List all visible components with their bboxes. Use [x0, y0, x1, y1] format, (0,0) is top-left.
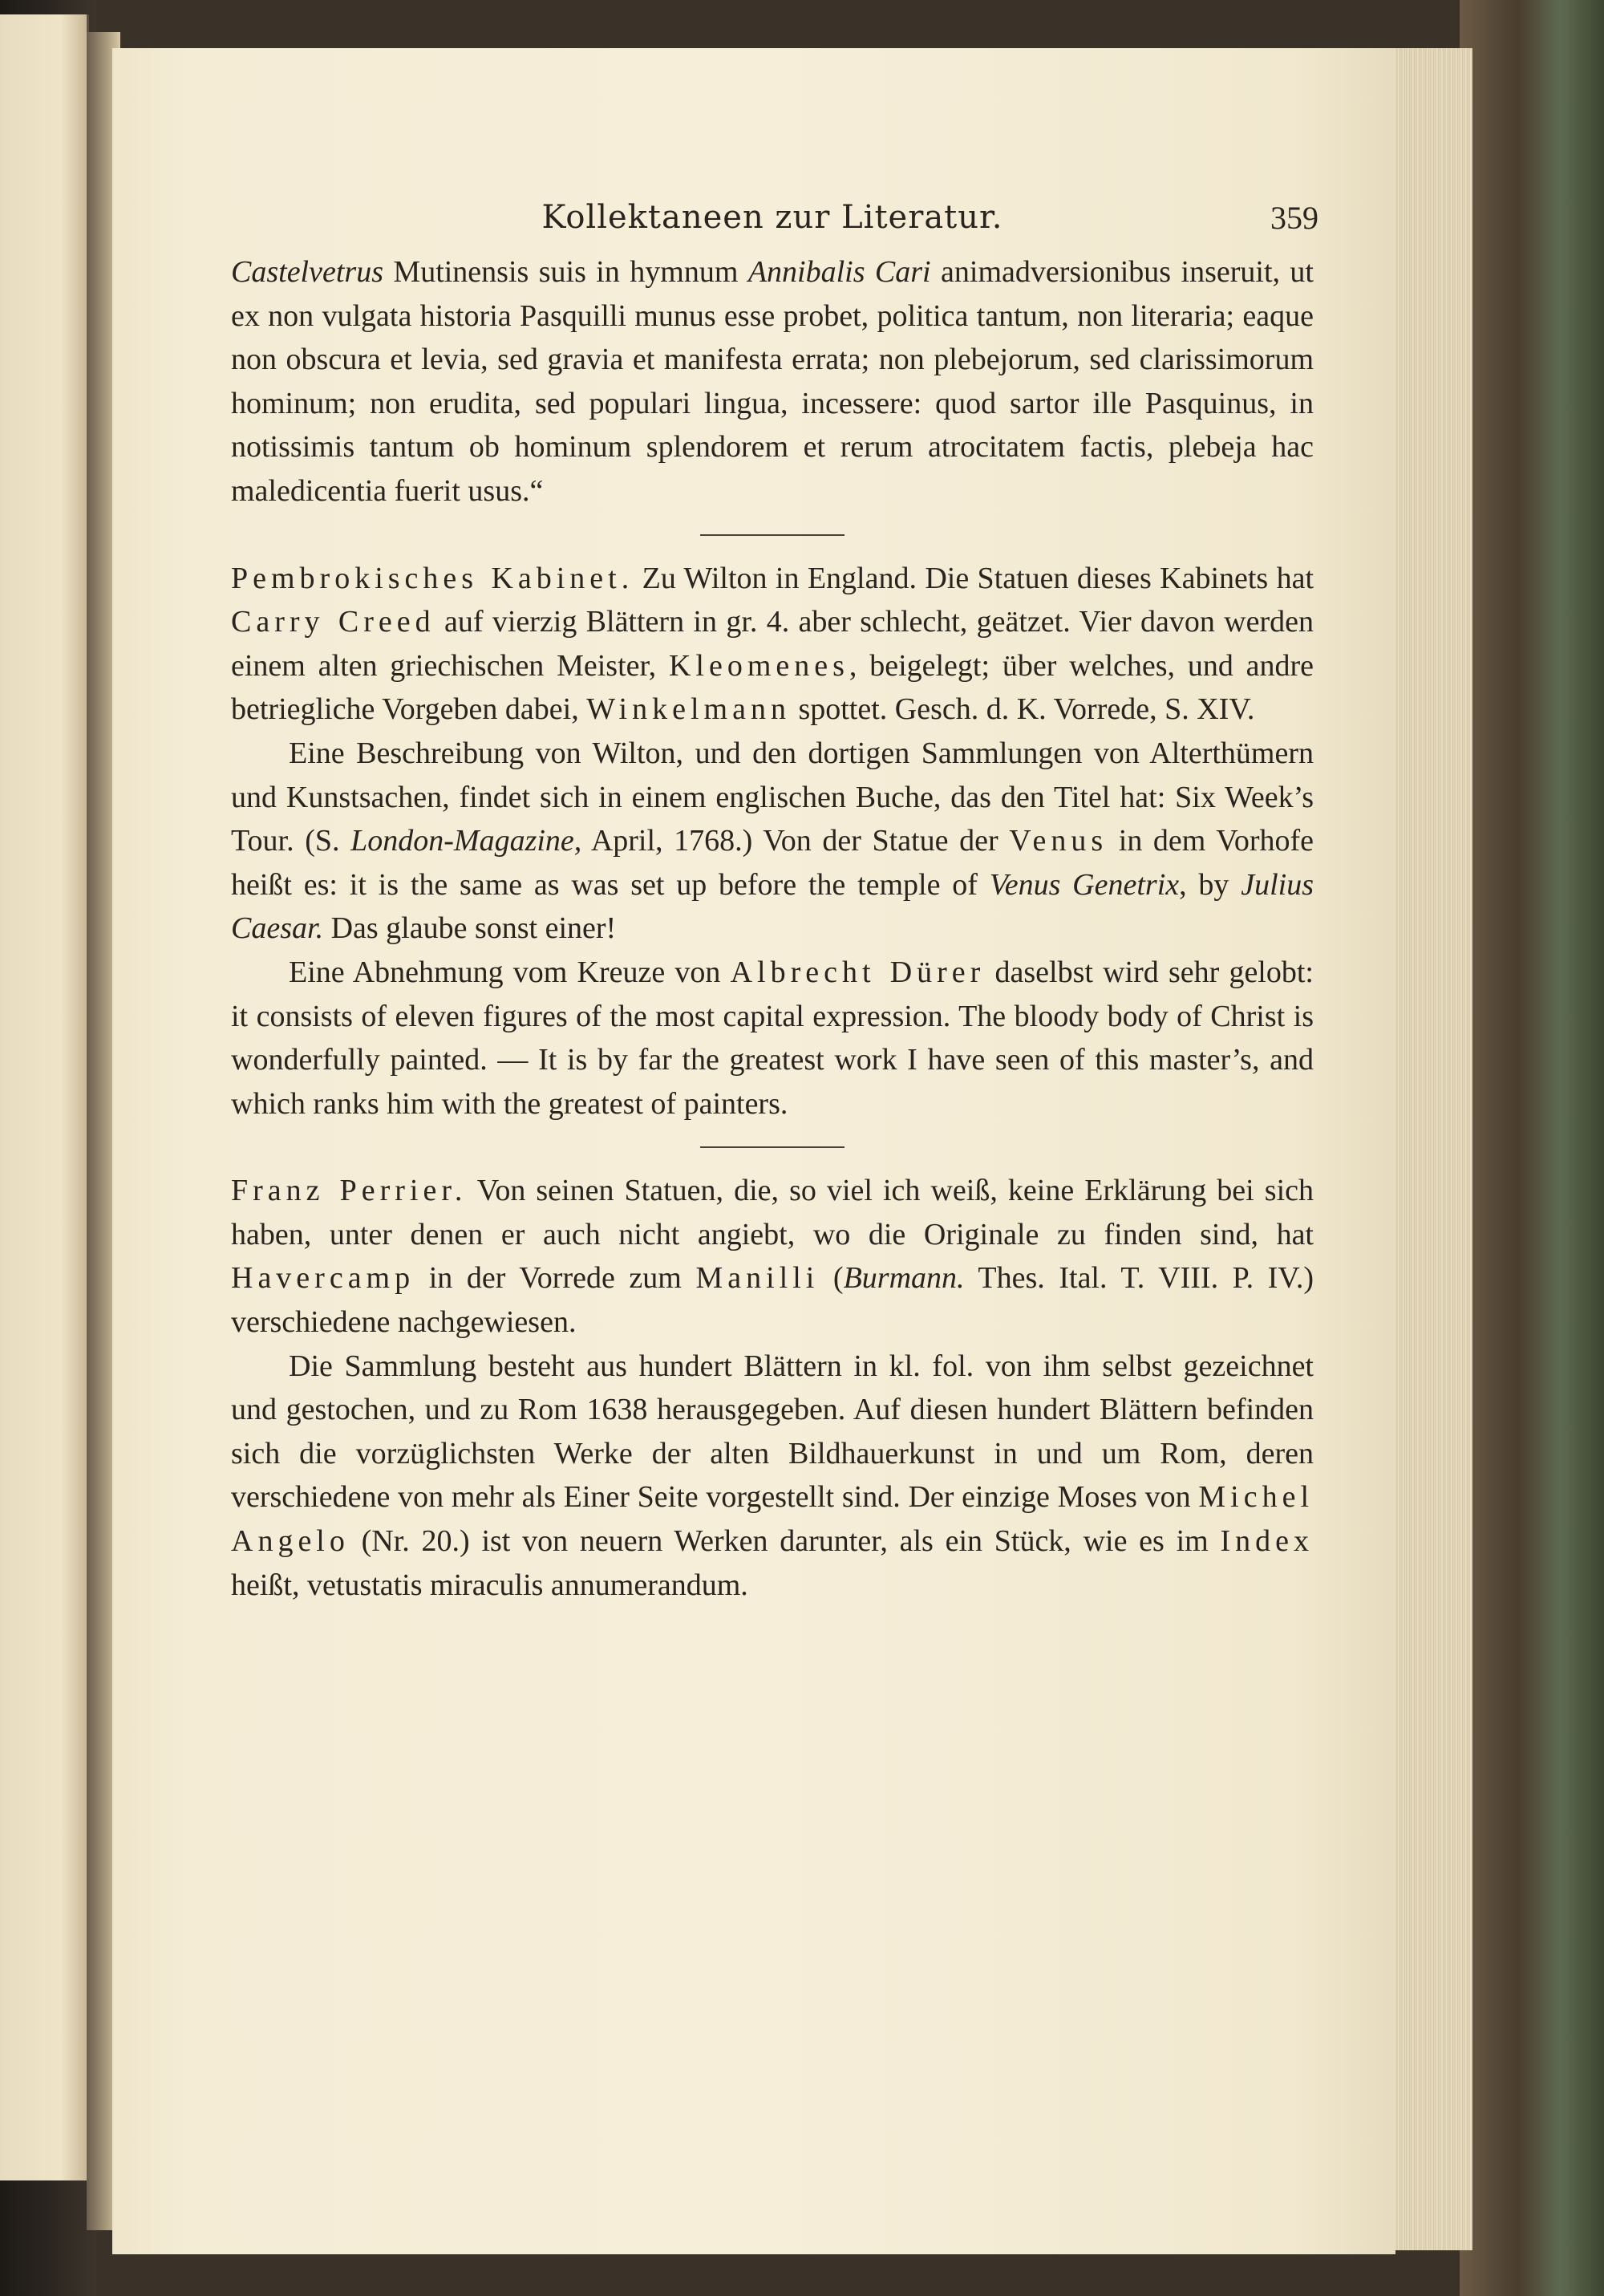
paragraph-pembrokisches	[231, 557, 1314, 732]
text-segment: April, 1768.) Von der Statue der	[581, 824, 1010, 858]
text-segment: in dem Vorhofe heißt es: it is the same as was set up before the temple of	[231, 824, 1314, 902]
text-segment: Julius Caesar.	[231, 867, 1314, 946]
text-segment: Zu Wilton in England. Die Statuen dieses Kabinets hat	[634, 561, 1314, 595]
page-number: 359	[1270, 200, 1318, 236]
text-segment: London-Magazine,	[350, 824, 582, 858]
text-segment: Von seinen Statuen, die, so viel ich weiß, keine Erklärung bei sich haben, unter denen er auch nicht angiebt, wo die Originale zu finden sind, hat	[231, 1174, 1314, 1251]
paragraph-perrier	[231, 1169, 1314, 1344]
text-segment: , beigelegt; über welches, und andre betriegliche Vorgeben dabei,	[231, 648, 1314, 727]
text-segment: Die Sammlung besteht aus hundert Blättern in kl. fol. von ihm selbst gezeichnet und gestochen, und zu Rom 1638 herausgegeben. Auf diesen hundert Blättern befinden sich die vorzüglichsten Werke der alten Bildhauerkunst in und um Rom, deren verschiedene von mehr als Einer Seite vorgestellt sind. Der einzige Moses von	[231, 1349, 1314, 1515]
section-separator	[700, 534, 845, 536]
text-segment: in der Vorrede zum	[415, 1261, 696, 1296]
page-edges	[1394, 48, 1472, 2250]
text-segment: Eine Abnehmung vom Kreuze von	[289, 955, 731, 989]
text-segment: (	[819, 1261, 844, 1296]
text-segment: Manilli	[695, 1261, 820, 1296]
page-header	[231, 199, 1318, 250]
text-segment: Eine Beschreibung von Wilton, und den dortigen Sammlungen von Alterthümern und Kunstsachen, findet sich in einem englischen Buche, das den Titel hat: Six Week’s Tour. (S.	[231, 736, 1314, 858]
paragraph-castelvetrus	[231, 250, 1314, 513]
running-title: Kollektaneen zur Literatur.	[541, 199, 1003, 236]
paragraph-abnehmung	[231, 951, 1314, 1126]
text-segment: , by	[1179, 867, 1241, 902]
text-segment: Franz Perrier.	[231, 1174, 468, 1208]
text-segment: Mutinensis suis in hymnum	[383, 255, 748, 289]
text-block	[231, 199, 1318, 1607]
text-segment: auf vierzig Blättern in gr. 4. aber schlecht, geätzet. Vier davon werden einem alten griechischen Meister,	[231, 605, 1314, 683]
text-segment: Thes. Ital. T. VIII. P. IV.) verschiedene nachgewiesen.	[231, 1261, 1314, 1340]
text-segment: Index	[1220, 1524, 1314, 1559]
text-segment: Burmann.	[843, 1261, 965, 1296]
text-segment: Venus	[1009, 824, 1108, 858]
paragraph-sammlung	[231, 1345, 1314, 1608]
text-segment: Kleomenes	[668, 648, 849, 683]
text-segment: heißt, vetustatis miraculis annumerandum.	[231, 1568, 748, 1602]
book-page	[112, 48, 1395, 2254]
text-segment: Das glaube sonst einer!	[323, 911, 617, 946]
text-segment: Albrecht Dürer	[730, 955, 986, 989]
text-segment: Castelvetrus	[231, 255, 383, 289]
text-segment: animadversionibus inseruit, ut ex non vulgata historia Pasquilli munus esse probet, politica tantum, non literaria; eaque non obscura et levia, sed gravia et manifesta errata; non plebejorum, sed clarissimorum hominum; non erudita, sed populari lingua, incessere: quod sartor ille Pasquinus, in notissimis tantum ob hominum splendorem et rerum atrocitatem factis, plebeja hac maledicentia fuerit usus.“	[231, 255, 1314, 508]
text-segment: (Nr. 20.) ist von neuern Werken darunter, als ein Stück, wie es im	[349, 1524, 1221, 1559]
text-segment: Winkelmann	[586, 692, 791, 727]
paragraph-beschreibung	[231, 732, 1314, 951]
text-segment: Venus Genetrix	[989, 867, 1180, 902]
text-segment: Michel Angelo	[231, 1480, 1314, 1559]
book-cover-right	[1460, 0, 1604, 2296]
text-segment: Carry Creed	[231, 605, 435, 639]
text-segment: Annibalis Cari	[747, 255, 931, 289]
text-segment: spottet. Gesch. d. K. Vorrede, S. XIV.	[790, 692, 1255, 727]
text-segment: Pembrokisches Kabinet.	[231, 561, 634, 595]
body-text	[231, 250, 1314, 1607]
section-separator	[700, 1146, 845, 1148]
text-segment: Havercamp	[231, 1261, 415, 1296]
text-segment: daselbst wird sehr gelobt: it consists of eleven figures of the most capital expression. The bloody body of Christ is wonderfully painted. — It is by far the greatest work I have seen of this master’s, and which ranks him with the greatest of painters.	[231, 955, 1314, 1121]
facing-page-edge	[0, 14, 89, 2180]
